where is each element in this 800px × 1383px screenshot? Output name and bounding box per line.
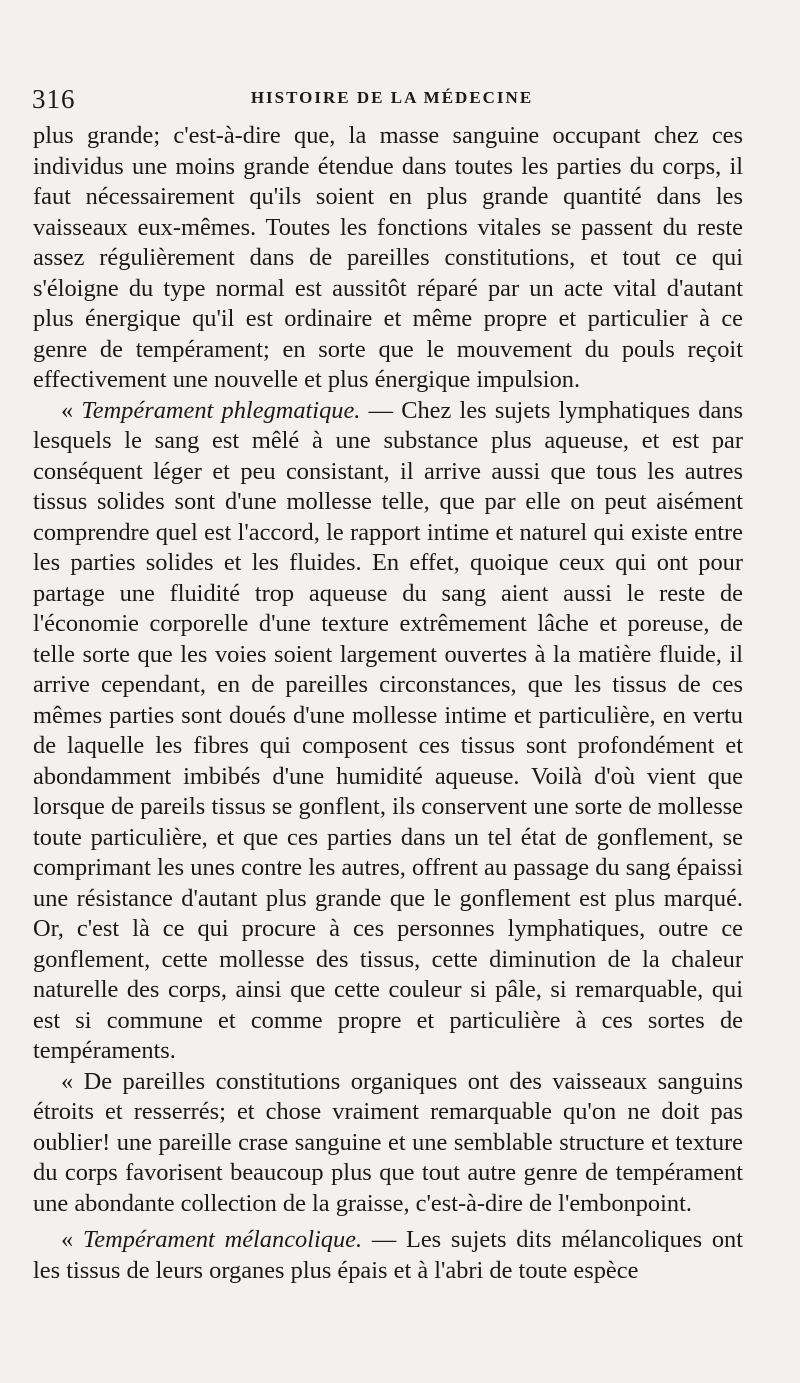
paragraph-1 [33,121,743,396]
page-header [32,84,752,118]
paragraph-3-text: De pareilles constitutions organiques ont des vaisseaux sanguins étroits et resserrés; et chose vraiment remarquable qu'on ne doit pas oublier! une pareille crase sanguine et une semblable structure et texture du corps favorisent beaucoup plus que tout autre genre de tempérament une abondante collection de la graisse, c'est-à-dire de l'embonpoint. [33,1067,744,1217]
section-heading-melancolique: Tempérament mélancolique. [82,1226,363,1253]
paragraph-2 [33,396,743,1067]
paragraph-1-text: plus grande; c'est-à-dire que, la masse sanguine occupant chez ces individus une moins grande étendue dans toutes les parties du corps, il faut nécessairement qu'ils soient en plus grande quantité dans les vaisseaux eux-mêmes. Toutes les fonctions vitales se passent du reste assez régulièrement dans de pareilles constitutions, et tout ce qui s'éloigne du type normal est aussitôt réparé par un acte vital d'autant plus énergique qu'il est ordinaire et même propre et particulier à ce genre de tempérament; en sorte que le mouvement du pouls reçoit effectivement une nouvelle et plus énergique impulsion. [33,122,743,393]
running-title: HISTOIRE DE LA MÉDECINE [250,88,534,107]
quote-mark: « [61,1067,84,1095]
page-number: 316 [32,84,76,114]
paragraph-4-text: — Les sujets dits mélancoliques ont les tissus de leurs organes plus épais et à l'abri de toute espèce [33,1226,743,1284]
paragraph-3 [33,1067,743,1220]
paragraph-4 [33,1225,743,1286]
paragraph-2-text: — Chez les sujets lymphatiques dans lesquels le sang est mêlé à une substance plus aqueuse, et est par conséquent léger et peu consistant, il arrive aussi que tous les autres tissus solides sont d'une mollesse telle, que par elle on peut aisément comprendre quel est l'accord, le rapport intime et naturel qui existe entre les parties solides et les fluides. En effet, quoique ceux qui ont pour partage une fluidité trop aqueuse du sang aient aussi le reste de l'économie corporelle d'une texture extrêmement lâche et poreuse, de telle sorte que les voies soient largement ouvertes à la matière fluide, il arrive cependant, en de pareilles circonstances, que les tissus de ces mêmes parties sont doués d'une mollesse intime et particulière, en vertu de laquelle les fibres qui composent ces tissus sont profondément et abondamment imbibés d'une humidité aqueuse. Voilà d'où vient que lorsque de pareils tissus se gonflent, ils conservent une sorte de mollesse toute particulière, et que ces parties dans un tel état de gonflement, se comprimant les unes contre les autres, offrent au passage du sang épaissi une résistance d'autant plus grande que le gonflement est plus marqué. Or, c'est là ce qui procure à ces personnes lymphatiques, outre ce gonflement, cette mollesse des tissus, cette diminution de la chaleur naturelle des corps, ainsi que cette couleur si pâle, si remarquable, qui est si commune et comme propre et particulière à ces sortes de tempéraments. [33,396,743,1064]
quote-mark: « [61,1226,83,1253]
quote-mark: « [61,396,82,424]
section-heading-phlegmatique: Tempérament phlegmatique. [81,396,361,424]
body-text [33,121,743,1286]
